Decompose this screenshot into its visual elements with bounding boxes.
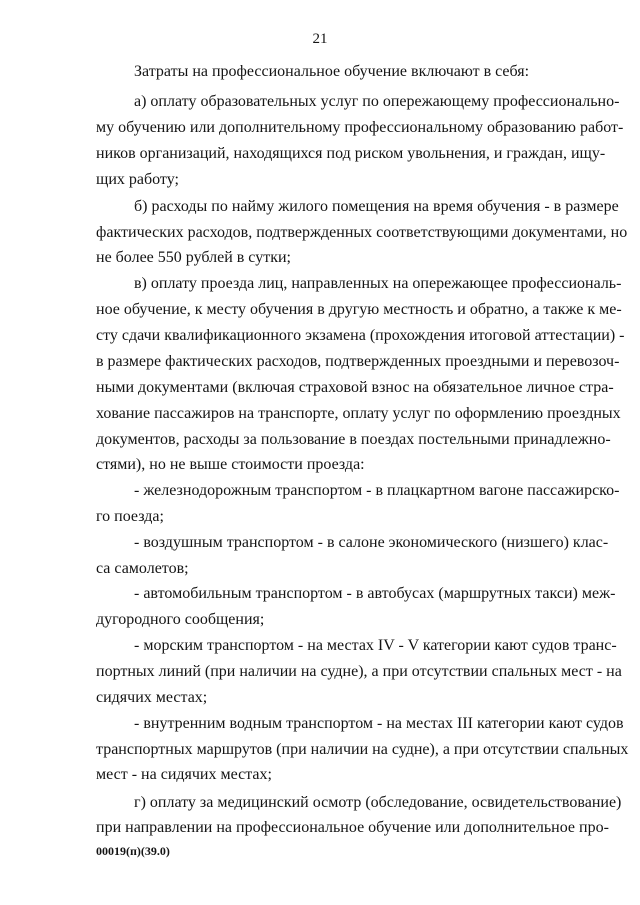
text-line: ников организаций, находящихся под риском увольнения, и граждан, ищу-: [96, 145, 606, 162]
text-line: ное обучение, к месту обучения в другую местность и обратно, а также к ме-: [96, 301, 622, 318]
text-line: Затраты на профессиональное обучение включают в себя:: [134, 63, 530, 80]
text-line: сидячих местах;: [96, 689, 208, 706]
text-line: фактических расходов, подтвержденных соответствующими документами, но: [96, 224, 628, 241]
document-footer-code: 00019(п)(39.0): [96, 844, 170, 858]
text-line: сту сдачи квалификационного экзамена (прохождения итоговой аттестации) -: [96, 327, 625, 344]
text-line: а) оплату образовательных услуг по опережающему профессионально-: [134, 93, 620, 110]
text-line: г) оплату за медицинский осмотр (обследование, освидетельствование): [134, 794, 622, 811]
text-line: не более 550 рублей в сутки;: [96, 249, 291, 266]
text-line: документов, расходы за пользование в поездах постельными принадлежно-: [96, 431, 611, 448]
text-line: стями), но не выше стоимости проезда:: [96, 456, 365, 473]
text-line: са самолетов;: [96, 560, 189, 577]
text-line: портных линий (при наличии на судне), а при отсутствии спальных мест - на: [96, 663, 622, 680]
text-line: го поезда;: [96, 508, 164, 525]
text-line: - воздушным транспортом - в салоне экономического (низшего) клас-: [134, 534, 609, 551]
text-line: мест - на сидячих местах;: [96, 766, 272, 783]
text-line: щих работу;: [96, 171, 179, 188]
text-line: в размере фактических расходов, подтвержденных проездными и перевозоч-: [96, 353, 620, 370]
text-line: транспортных маршрутов (при наличии на судне), а при отсутствии спальных: [96, 741, 629, 758]
text-line: - морским транспортом - на местах IV - V категории кают судов транс-: [134, 637, 617, 654]
text-line: при направлении на профессиональное обучение или дополнительное про-: [96, 819, 609, 836]
text-line: хование пассажиров на транспорте, оплату услуг по оформлению проездных: [96, 405, 621, 422]
text-line: - железнодорожным транспортом - в плацкартном вагоне пассажирско-: [134, 482, 620, 499]
text-line: б) расходы по найму жилого помещения на время обучения - в размере: [134, 198, 619, 215]
text-line: в) оплату проезда лиц, направленных на опережающее профессиональ-: [134, 275, 622, 292]
text-line: - внутренним водным транспортом - на местах III категории кают судов: [134, 715, 624, 732]
page-number: 21: [312, 31, 328, 47]
text-line: ными документами (включая страховой взнос на обязательное личное стра-: [96, 379, 614, 396]
text-line: - автомобильным транспортом - в автобусах (маршрутных такси) меж-: [134, 585, 616, 602]
text-line: дугородного сообщения;: [96, 611, 265, 628]
text-line: му обучению или дополнительному профессиональному образованию работ-: [96, 119, 624, 136]
